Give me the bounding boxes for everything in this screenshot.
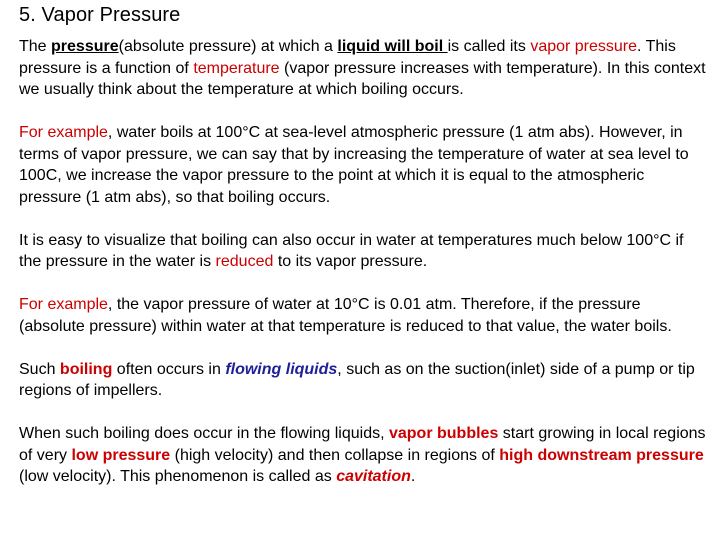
pressure-term: pressure — [51, 38, 119, 55]
text: , the vapor pressure of water at 10°C is 0.01 atm. Therefore, if the pressure (absolute pressure) within water at that temperature is reduced to that value, the water boils. — [19, 296, 672, 335]
text: often occurs in — [112, 360, 226, 378]
paragraph-example-2 — [19, 294, 706, 337]
vapor-bubbles-term: vapor bubbles — [388, 425, 499, 442]
flowing-liquids-term: flowing liquids — [225, 360, 338, 378]
paragraph-reduced-pressure — [19, 230, 706, 273]
text: It is easy to visualize that boiling can also occur in water at temperatures much below 100°C if the pressure in the water is — [19, 231, 684, 270]
text: to its vapor pressure. — [273, 253, 428, 270]
reduced-term: reduced — [215, 253, 274, 270]
text: The — [19, 38, 52, 55]
for-example-label: For example — [19, 124, 108, 141]
text: Such — [19, 360, 60, 378]
slide-title: 5. Vapor Pressure — [19, 4, 181, 26]
temperature-term: temperature — [193, 59, 280, 77]
paragraph-example-1 — [19, 122, 706, 208]
text: is called its — [447, 38, 531, 55]
for-example-label: For example — [19, 296, 108, 313]
text: (absolute pressure) at which a — [118, 38, 338, 55]
paragraph-cavitation — [19, 423, 706, 488]
text: , water boils at 100°C at sea-level atmospheric pressure (1 atm abs). However, in terms of vapor pressure, we can say that by increasing the temperature of water at sea level to 100C, we increase the vapor pressure to the point at which it is equal to the atmospheric pressure (1 atm abs), so that boiling occurs. — [19, 124, 689, 206]
text: (low velocity). This phenomenon is called as — [19, 468, 337, 485]
text: . This pressure is a function of — [19, 38, 676, 77]
text: (vapor pressure increases with temperature). In this context we usually think about the temperature at which boiling occurs. — [19, 59, 706, 98]
low-pressure-term: low pressure — [71, 446, 171, 464]
cavitation-term: cavitation — [336, 468, 411, 485]
text: , such as on the suction(inlet) side of a pump or tip regions of impellers. — [19, 360, 695, 399]
text: When such boiling does occur in the flowing liquids, — [19, 425, 389, 442]
boiling-term: boiling — [59, 360, 113, 378]
paragraph-flowing-liquids — [19, 359, 706, 402]
high-downstream-pressure-term: high downstream pressure — [499, 446, 704, 464]
liquid-will-boil-term: liquid will boil — [337, 38, 448, 55]
paragraph-definition — [19, 36, 706, 101]
text: . — [410, 468, 416, 485]
vapor-pressure-term: vapor pressure — [530, 38, 638, 55]
text: (high velocity) and then collapse in regions of — [170, 446, 500, 464]
text: start growing in local regions of very — [19, 425, 706, 464]
